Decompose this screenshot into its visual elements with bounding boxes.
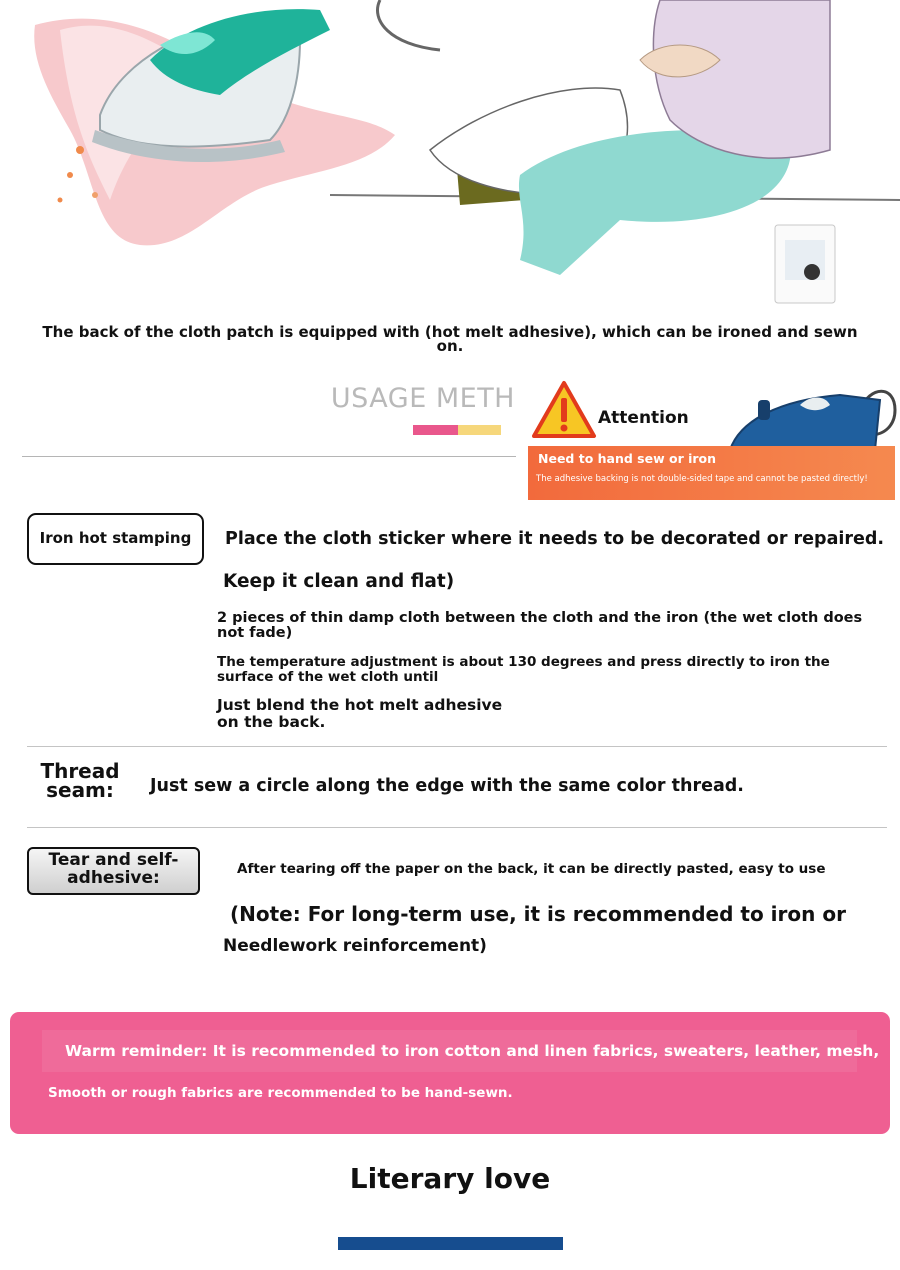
iron-step-2: Keep it clean and flat) [223,571,455,592]
tear-method-label: Tear and self-adhesive: [27,847,200,895]
thread-method-text: Just sew a circle along the edge with the same color thread. [150,776,744,796]
intro-text: The back of the cloth patch is equipped with (hot melt adhesive), which can be ironed and sewn on. [42,323,858,355]
iron-method-label: Iron hot stamping [27,513,204,565]
iron-step-1: Place the cloth sticker where it needs to be decorated or repaired. [225,529,885,549]
attention-note: The adhesive backing is not double-sided tape and cannot be pasted directly! [536,474,868,484]
attention-label: Attention [598,408,689,428]
tear-method-text: After tearing off the paper on the back, it can be directly pasted, easy to use [237,861,826,877]
thread-method-label: Thread seam: [40,759,120,802]
divider [22,456,516,457]
iron-step-5: Just blend the hot melt adhesive on the back. [217,696,503,731]
iron-step-3: 2 pieces of thin damp cloth between the cloth and the iron (the wet cloth does not fade) [217,610,863,641]
tear-note-line-1: (Note: For long-term use, it is recommended to iron or [230,902,846,926]
hero-illustration [0,0,900,320]
warning-icon [531,380,597,440]
footer-title: Literary love [349,1162,551,1195]
accent-bar-pink [413,425,458,435]
divider [27,746,887,747]
iron-step-4: The temperature adjustment is about 130 degrees and press directly to iron the surface of the wet cloth until [217,654,830,685]
attention-heading: Need to hand sew or iron [538,451,717,466]
accent-bar-yellow [458,425,501,435]
usage-title: USAGE METH [330,383,515,414]
divider [27,827,887,828]
reminder-line-2: Smooth or rough fabrics are recommended to be hand-sewn. [48,1085,513,1101]
tear-note-line-2: Needlework reinforcement) [223,936,487,956]
reminder-line-1: Warm reminder: It is recommended to iron cotton and linen fabrics, sweaters, leather, mesh, [65,1042,880,1060]
footer-accent-bar [338,1237,563,1250]
